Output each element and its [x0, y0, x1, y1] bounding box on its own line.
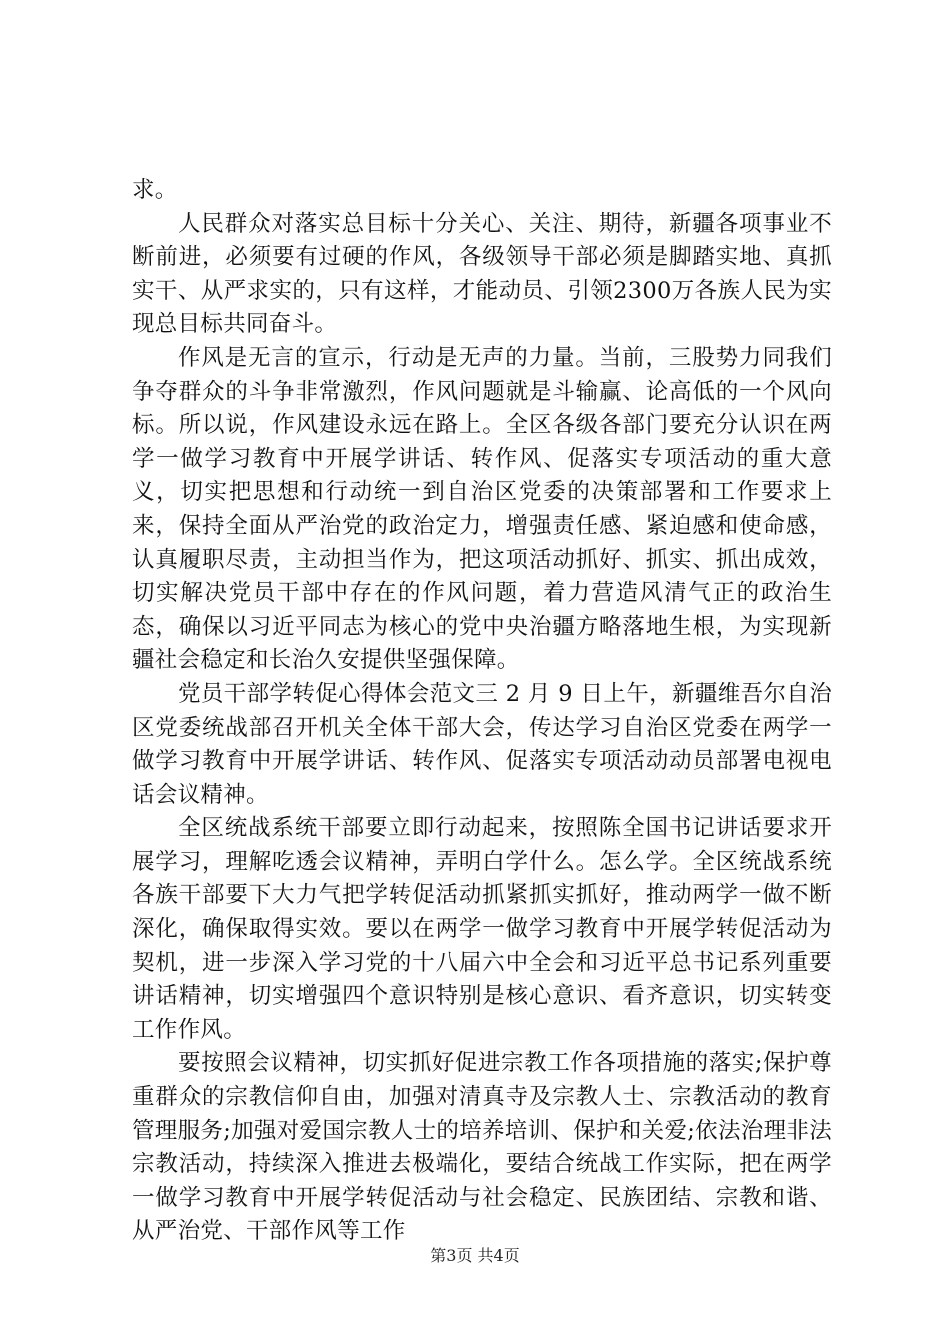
paragraph: 人民群众对落实总目标十分关心、关注、期待，新疆各项事业不断前进，必须要有过硬的作风，各级领导干部必须是脚踏实地、真抓实干、从严求实的，只有这样，才能动员、引领2300万各族人民为实现总目标共同奋斗。 — [132, 210, 832, 338]
paragraph-continuation: 求。 — [132, 177, 178, 203]
paragraph: 要按照会议精神，切实抓好促进宗教工作各项措施的落实;保护尊重群众的宗教信仰自由，加强对清真寺及宗教人士、宗教活动的教育管理服务;加强对爱国宗教人士的培养培训、保护和关爱;依法治理非法宗教活动，持续深入推进去极端化，要结合统战工作实际，把在两学一做学习教育中开展学转促活动与社会稳定、民族团结、宗教和谐、从严治党、干部作风等工作 — [132, 1050, 832, 1245]
body-text — [132, 174, 832, 1249]
paragraph: 作风是无言的宣示，行动是无声的力量。当前，三股势力同我们争夺群众的斗争非常激烈，作风问题就是斗输赢、论高低的一个风向标。所以说，作风建设永远在路上。全区各级各部门要充分认识在两学一做学习教育中开展学讲话、转作风、促落实专项活动的重大意义，切实把思想和行动统一到自治区党委的决策部署和工作要求上来，保持全面从严治党的政治定力，增强责任感、紧迫感和使命感，认真履职尽责，主动担当作为，把这项活动抓好、抓实、抓出成效，切实解决党员干部中存在的作风问题，着力营造风清气正的政治生态，确保以习近平同志为核心的党中央治疆方略落地生根，为实现新疆社会稳定和长治久安提供坚强保障。 — [132, 344, 832, 674]
paragraph: 党员干部学转促心得体会范文三 2 月 9 日上午，新疆维吾尔自治区党委统战部召开机关全体干部大会，传达学习自治区党委在两学一做学习教育中开展学讲话、转作风、促落实专项活动动员部署电视电话会议精神。 — [132, 680, 832, 808]
paragraph: 全区统战系统干部要立即行动起来，按照陈全国书记讲话要求开展学习，理解吃透会议精神，弄明白学什么。怎么学。全区统战系统各族干部要下大力气把学转促活动抓紧抓实抓好，推动两学一做不断深化，确保取得实效。要以在两学一做学习教育中开展学转促活动为契机，进一步深入学习党的十八届六中全会和习近平总书记系列重要讲话精神，切实增强四个意识特别是核心意识、看齐意识，切实转变工作作风。 — [132, 815, 832, 1043]
page-footer: 第3页 共4页 — [430, 1246, 520, 1265]
